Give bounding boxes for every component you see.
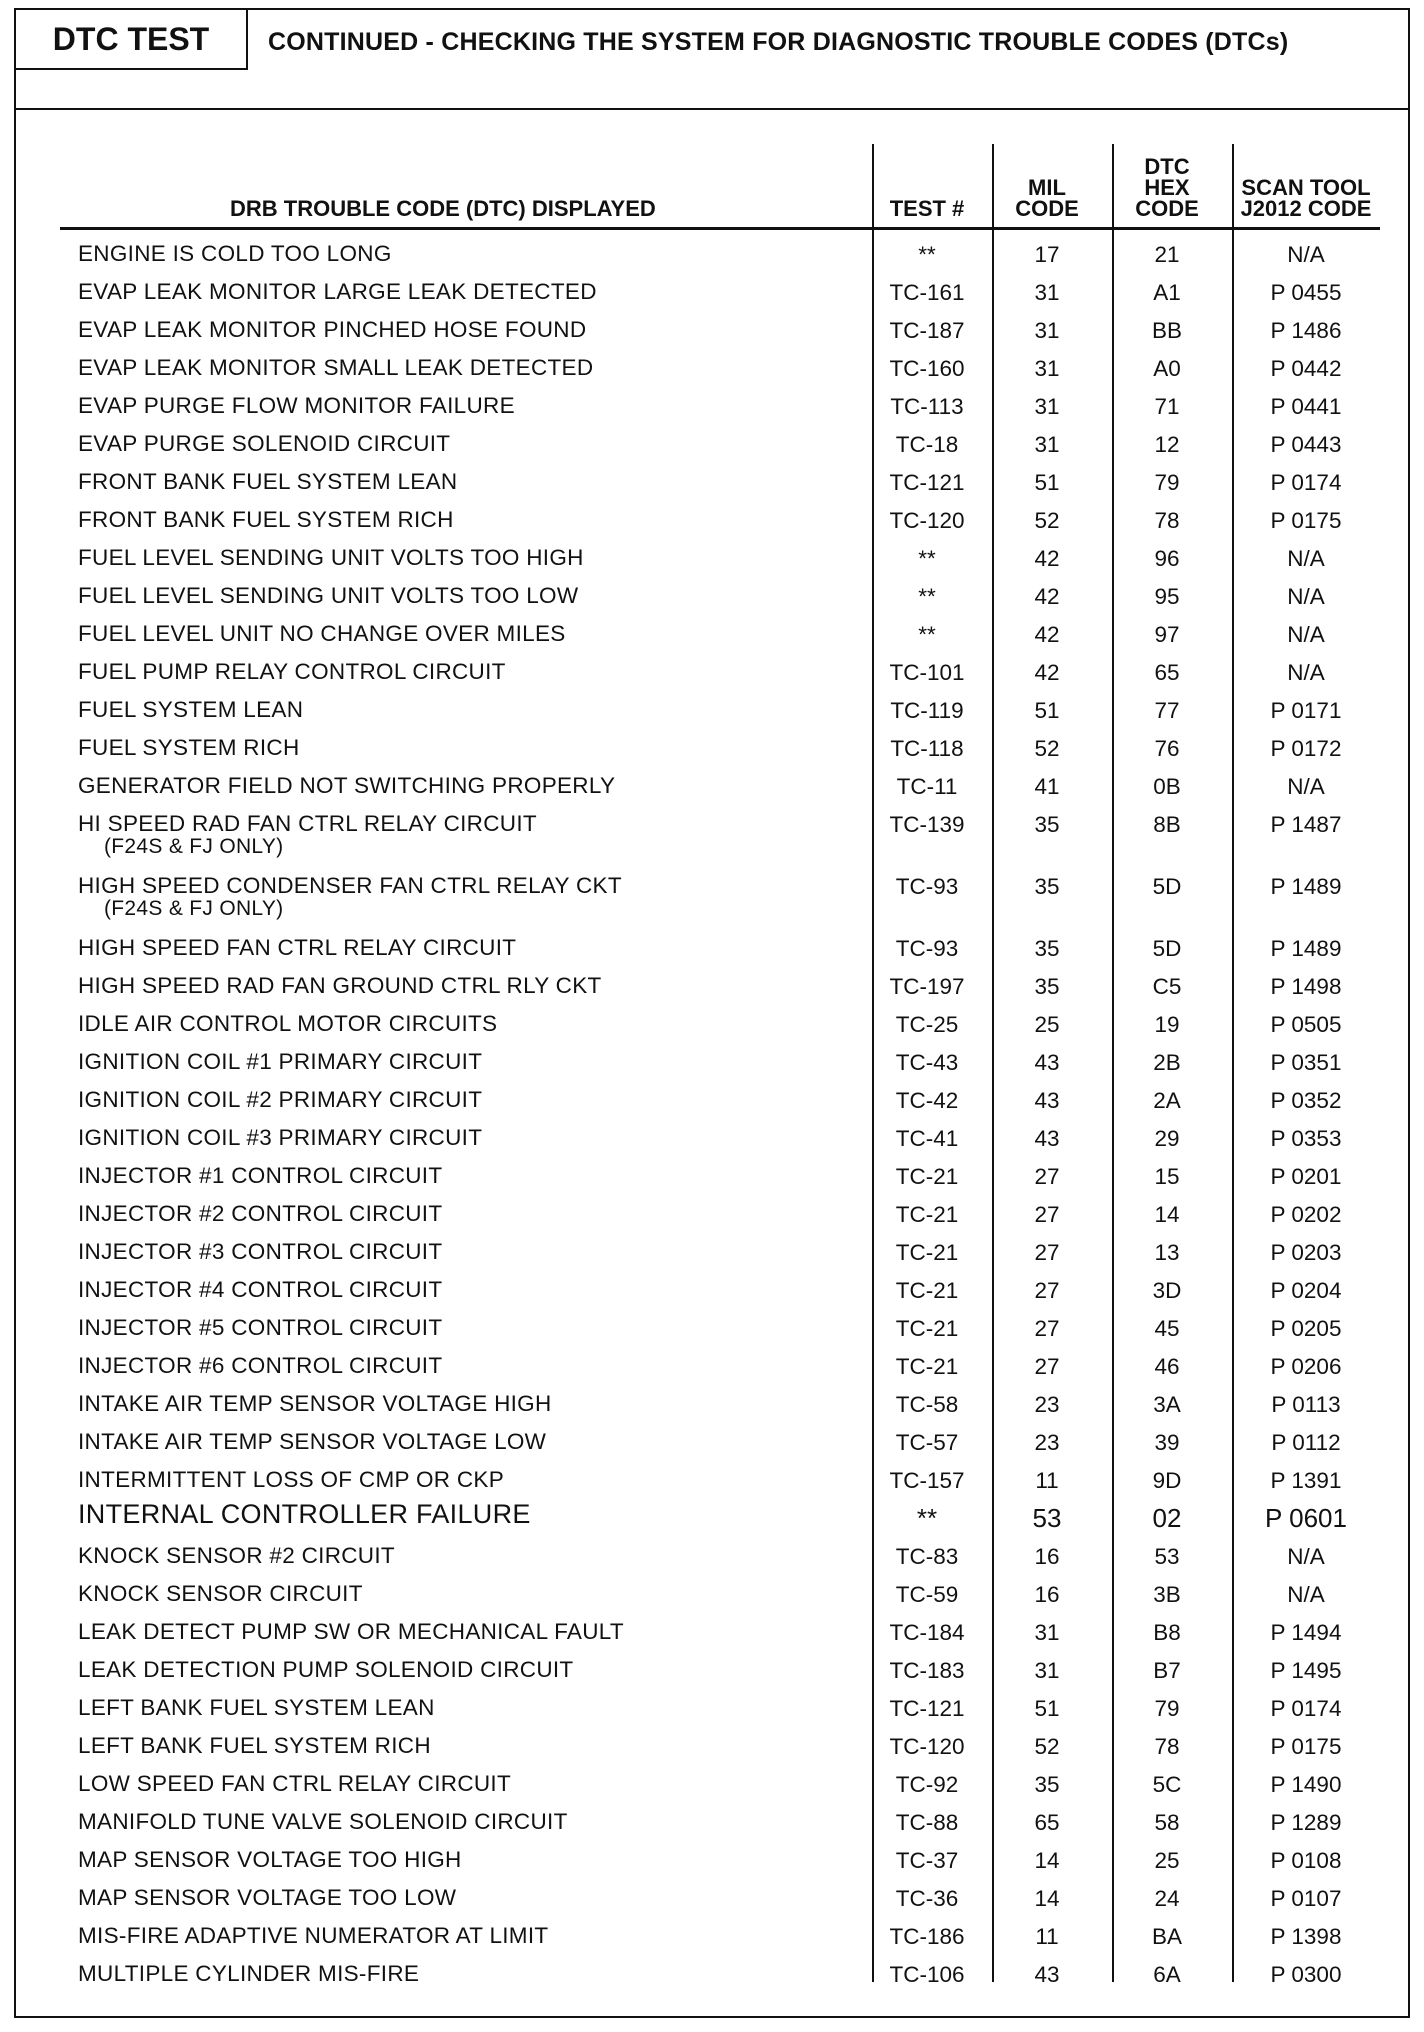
table-row — [60, 1082, 1380, 1120]
dtc-description: MAP SENSOR VOLTAGE TOO LOW — [78, 1885, 457, 1910]
hex-code: 02 — [1152, 1503, 1182, 1533]
table-row — [60, 1424, 1380, 1462]
hex-code: 77 — [1154, 698, 1180, 723]
table-row — [60, 1918, 1380, 1956]
scan-tool-code: N/A — [1287, 242, 1325, 267]
scan-tool-code: P 1498 — [1270, 974, 1342, 999]
mil-code: 14 — [1034, 1848, 1060, 1873]
test-number: TC-58 — [895, 1392, 959, 1417]
scan-tool-code: P 0108 — [1270, 1848, 1342, 1873]
dtc-description: INTAKE AIR TEMP SENSOR VOLTAGE HIGH — [78, 1391, 552, 1416]
page-frame — [14, 8, 1410, 2018]
test-number: TC-93 — [895, 936, 959, 961]
mil-code: 52 — [1034, 736, 1060, 761]
test-number: TC-83 — [895, 1544, 959, 1569]
mil-code: 27 — [1034, 1202, 1060, 1227]
scan-tool-code: P 1494 — [1270, 1620, 1342, 1645]
dtc-description: EVAP LEAK MONITOR PINCHED HOSE FOUND — [78, 317, 587, 342]
hex-code: 65 — [1154, 660, 1180, 685]
mil-code: 35 — [1034, 974, 1060, 999]
mil-code: 35 — [1034, 936, 1060, 961]
hex-code: 78 — [1154, 1734, 1180, 1759]
mil-code: 41 — [1034, 774, 1060, 799]
hex-code: 2B — [1153, 1050, 1181, 1075]
test-number: TC-42 — [895, 1088, 959, 1113]
dtc-description: MAP SENSOR VOLTAGE TOO HIGH — [78, 1847, 462, 1872]
column-header-hex: DTC HEX CODE — [1135, 154, 1199, 221]
hex-code: 5D — [1152, 874, 1182, 899]
hex-code: C5 — [1152, 974, 1182, 999]
dtc-description: GENERATOR FIELD NOT SWITCHING PROPERLY — [78, 773, 616, 798]
dtc-description: INTERMITTENT LOSS OF CMP OR CKP — [78, 1467, 505, 1492]
mil-code: 27 — [1034, 1354, 1060, 1379]
dtc-description: FRONT BANK FUEL SYSTEM RICH — [78, 507, 454, 532]
scan-tool-code: N/A — [1287, 1582, 1325, 1607]
scan-tool-code: N/A — [1287, 774, 1325, 799]
scan-tool-code: P 1391 — [1270, 1468, 1342, 1493]
hex-code: 3A — [1153, 1392, 1181, 1417]
column-header-test: TEST # — [889, 196, 965, 221]
dtc-description: INJECTOR #4 CONTROL CIRCUIT — [78, 1277, 443, 1302]
hex-code: 29 — [1154, 1126, 1180, 1151]
table-row — [60, 1500, 1380, 1538]
column-divider — [872, 144, 874, 1982]
scan-tool-code: P 0205 — [1270, 1316, 1342, 1341]
hex-code: 2A — [1153, 1088, 1181, 1113]
test-number: TC-93 — [895, 874, 959, 899]
scan-tool-code: N/A — [1287, 622, 1325, 647]
table-row — [60, 350, 1380, 388]
mil-code: 51 — [1034, 470, 1060, 495]
dtc-description: MULTIPLE CYLINDER MIS-FIRE — [78, 1961, 420, 1986]
scan-tool-code: P 1289 — [1270, 1810, 1342, 1835]
dtc-description: INJECTOR #1 CONTROL CIRCUIT — [78, 1163, 443, 1188]
dtc-description: KNOCK SENSOR #2 CIRCUIT — [78, 1543, 395, 1568]
table-row — [60, 1766, 1380, 1804]
scan-tool-code: P 0352 — [1270, 1088, 1342, 1113]
column-divider — [992, 144, 994, 1982]
table-row — [60, 654, 1380, 692]
test-number: TC-25 — [895, 1012, 959, 1037]
table-row — [60, 1576, 1380, 1614]
table-row — [60, 730, 1380, 768]
dtc-description: FUEL PUMP RELAY CONTROL CIRCUIT — [78, 659, 506, 684]
hex-code: 6A — [1153, 1962, 1181, 1987]
dtc-description: MIS-FIRE ADAPTIVE NUMERATOR AT LIMIT — [78, 1923, 549, 1948]
table-row — [60, 1196, 1380, 1234]
hex-code: BA — [1151, 1924, 1182, 1949]
test-number: TC-157 — [889, 1468, 965, 1493]
hex-code: B7 — [1153, 1658, 1181, 1683]
mil-code: 16 — [1034, 1544, 1060, 1569]
dtc-description: HIGH SPEED FAN CTRL RELAY CIRCUIT — [78, 935, 517, 960]
dtc-test-badge: DTC TEST — [16, 10, 248, 70]
mil-code: 27 — [1034, 1240, 1060, 1265]
test-number: TC-11 — [896, 774, 958, 799]
column-header-mil: MIL CODE — [1015, 175, 1079, 221]
dtc-table — [60, 138, 1380, 1994]
table-header — [60, 138, 1380, 230]
test-number: TC-21 — [895, 1202, 959, 1227]
scan-tool-code: P 0455 — [1270, 280, 1342, 305]
scan-tool-code: P 0505 — [1270, 1012, 1342, 1037]
dtc-description: IGNITION COIL #2 PRIMARY CIRCUIT — [78, 1087, 483, 1112]
mil-code: 42 — [1034, 622, 1060, 647]
column-header-scan: SCAN TOOL J2012 CODE — [1240, 175, 1372, 221]
test-number: TC-184 — [889, 1620, 965, 1645]
hex-code: 3B — [1153, 1582, 1181, 1607]
scan-tool-code: P 0172 — [1270, 736, 1342, 761]
scan-tool-code: P 0174 — [1270, 1696, 1342, 1721]
table-row — [60, 312, 1380, 350]
mil-code: 53 — [1032, 1503, 1062, 1533]
page-title: CONTINUED - CHECKING THE SYSTEM FOR DIAGNOSTIC TROUBLE CODES (DTCs) — [268, 28, 1289, 56]
mil-code: 31 — [1034, 1658, 1060, 1683]
test-number: TC-118 — [890, 736, 964, 761]
dtc-description: INJECTOR #6 CONTROL CIRCUIT — [78, 1353, 443, 1378]
scan-tool-code: P 1398 — [1270, 1924, 1342, 1949]
dtc-description: FUEL SYSTEM RICH — [78, 735, 300, 760]
hex-code: 13 — [1154, 1240, 1180, 1265]
test-number: ** — [918, 546, 936, 571]
scan-tool-code: P 0113 — [1271, 1392, 1341, 1417]
mil-code: 51 — [1034, 1696, 1060, 1721]
dtc-description: INTERNAL CONTROLLER FAILURE — [78, 1499, 531, 1529]
table-row — [60, 930, 1380, 968]
hex-code: BB — [1151, 318, 1182, 343]
mil-code: 31 — [1034, 1620, 1060, 1645]
table-row — [60, 1462, 1380, 1500]
dtc-description: INJECTOR #3 CONTROL CIRCUIT — [78, 1239, 443, 1264]
hex-code: 39 — [1154, 1430, 1180, 1455]
mil-code: 27 — [1034, 1164, 1060, 1189]
dtc-description: HI SPEED RAD FAN CTRL RELAY CIRCUIT (F24S & FJ ONLY) — [78, 811, 537, 858]
mil-code: 43 — [1034, 1050, 1060, 1075]
scan-tool-code: P 1487 — [1270, 812, 1342, 837]
mil-code: 35 — [1034, 812, 1060, 837]
table-row — [60, 1348, 1380, 1386]
hex-code: 45 — [1154, 1316, 1180, 1341]
page-header — [16, 10, 1408, 110]
table-row — [60, 274, 1380, 312]
test-number: TC-57 — [895, 1430, 959, 1455]
scan-tool-code: P 1489 — [1270, 874, 1342, 899]
table-row — [60, 1272, 1380, 1310]
scan-tool-code: P 1490 — [1270, 1772, 1342, 1797]
table-row — [60, 616, 1380, 654]
scan-tool-code: P 0112 — [1271, 1430, 1341, 1455]
mil-code: 11 — [1035, 1468, 1059, 1493]
mil-code: 43 — [1034, 1088, 1060, 1113]
hex-code: 19 — [1154, 1012, 1180, 1037]
test-number: TC-88 — [895, 1810, 959, 1835]
hex-code: 58 — [1154, 1810, 1180, 1835]
dtc-description: INJECTOR #5 CONTROL CIRCUIT — [78, 1315, 443, 1340]
dtc-description: KNOCK SENSOR CIRCUIT — [78, 1581, 363, 1606]
scan-tool-code: P 0204 — [1270, 1278, 1342, 1303]
dtc-description: FUEL LEVEL SENDING UNIT VOLTS TOO LOW — [78, 583, 579, 608]
mil-code: 25 — [1034, 1012, 1060, 1037]
test-number: TC-183 — [889, 1658, 965, 1683]
scan-tool-code: P 1489 — [1270, 936, 1342, 961]
table-row — [60, 1614, 1380, 1652]
table-row — [60, 692, 1380, 730]
hex-code: 78 — [1154, 508, 1180, 533]
hex-code: 53 — [1154, 1544, 1180, 1569]
mil-code: 31 — [1034, 394, 1060, 419]
dtc-description: FUEL SYSTEM LEAN — [78, 697, 304, 722]
scan-tool-code: N/A — [1287, 1544, 1325, 1569]
table-row — [60, 578, 1380, 616]
table-row — [60, 1728, 1380, 1766]
test-number: TC-120 — [889, 1734, 965, 1759]
mil-code: 52 — [1034, 508, 1060, 533]
dtc-description: EVAP LEAK MONITOR LARGE LEAK DETECTED — [78, 279, 597, 304]
dtc-description: FUEL LEVEL UNIT NO CHANGE OVER MILES — [78, 621, 566, 646]
test-number: TC-92 — [895, 1772, 959, 1797]
test-number: TC-197 — [889, 974, 965, 999]
hex-code: A1 — [1153, 280, 1181, 305]
scan-tool-code: P 0206 — [1270, 1354, 1342, 1379]
mil-code: 42 — [1034, 584, 1060, 609]
dtc-description: IGNITION COIL #1 PRIMARY CIRCUIT — [78, 1049, 483, 1074]
scan-tool-code: P 0353 — [1270, 1126, 1342, 1151]
hex-code: 76 — [1154, 736, 1180, 761]
table-row — [60, 1234, 1380, 1272]
table-row — [60, 1956, 1380, 1994]
mil-code: 31 — [1034, 280, 1060, 305]
test-number: TC-21 — [895, 1164, 959, 1189]
hex-code: 5C — [1152, 1772, 1182, 1797]
dtc-description: LEFT BANK FUEL SYSTEM RICH — [78, 1733, 431, 1758]
table-row — [60, 1652, 1380, 1690]
dtc-description: ENGINE IS COLD TOO LONG — [78, 241, 392, 266]
hex-code: 14 — [1154, 1202, 1180, 1227]
table-row — [60, 1310, 1380, 1348]
table-row — [60, 868, 1380, 930]
scan-tool-code: P 0601 — [1265, 1503, 1347, 1533]
scan-tool-code: N/A — [1287, 584, 1325, 609]
dtc-description: LEFT BANK FUEL SYSTEM LEAN — [78, 1695, 435, 1720]
hex-code: 71 — [1154, 394, 1180, 419]
hex-code: 25 — [1154, 1848, 1180, 1873]
scan-tool-code: P 0443 — [1270, 432, 1342, 457]
table-row — [60, 1538, 1380, 1576]
test-number: TC-21 — [895, 1316, 959, 1341]
dtc-description: LEAK DETECTION PUMP SOLENOID CIRCUIT — [78, 1657, 574, 1682]
dtc-description: FRONT BANK FUEL SYSTEM LEAN — [78, 469, 458, 494]
mil-code: 43 — [1034, 1962, 1060, 1987]
table-row — [60, 1880, 1380, 1918]
dtc-description: INJECTOR #2 CONTROL CIRCUIT — [78, 1201, 443, 1226]
table-row — [60, 1158, 1380, 1196]
scan-tool-code: P 0171 — [1270, 698, 1342, 723]
dtc-description: EVAP PURGE SOLENOID CIRCUIT — [78, 431, 451, 456]
test-number: TC-187 — [889, 318, 965, 343]
test-number: TC-106 — [889, 1962, 965, 1987]
hex-code: 21 — [1154, 242, 1180, 267]
scan-tool-code: P 1495 — [1270, 1658, 1342, 1683]
hex-code: 3D — [1152, 1278, 1182, 1303]
scan-tool-code: P 0351 — [1270, 1050, 1342, 1075]
hex-code: 8B — [1153, 812, 1181, 837]
hex-code: 96 — [1154, 546, 1180, 571]
test-number: TC-21 — [895, 1240, 959, 1265]
mil-code: 42 — [1034, 546, 1060, 571]
test-number: TC-37 — [895, 1848, 959, 1873]
mil-code: 31 — [1034, 432, 1060, 457]
table-row — [60, 426, 1380, 464]
table-row — [60, 236, 1380, 274]
table-row — [60, 1006, 1380, 1044]
mil-code: 23 — [1034, 1392, 1060, 1417]
column-divider — [1232, 144, 1234, 1982]
test-number: TC-21 — [895, 1354, 959, 1379]
scan-tool-code: P 0201 — [1270, 1164, 1342, 1189]
scan-tool-code: P 0107 — [1270, 1886, 1342, 1911]
test-number: TC-121 — [889, 470, 965, 495]
dtc-description: EVAP PURGE FLOW MONITOR FAILURE — [78, 393, 515, 418]
test-number: TC-18 — [895, 432, 959, 457]
test-number: ** — [916, 1503, 938, 1533]
hex-code: 79 — [1154, 1696, 1180, 1721]
mil-code: 27 — [1034, 1316, 1060, 1341]
scan-tool-code: P 0175 — [1270, 1734, 1342, 1759]
scan-tool-code: P 0441 — [1270, 394, 1342, 419]
test-number: TC-139 — [889, 812, 965, 837]
table-row — [60, 968, 1380, 1006]
mil-code: 23 — [1034, 1430, 1060, 1455]
hex-code: 0B — [1153, 774, 1181, 799]
dtc-description: HIGH SPEED RAD FAN GROUND CTRL RLY CKT — [78, 973, 602, 998]
test-number: TC-121 — [889, 1696, 965, 1721]
table-row — [60, 388, 1380, 426]
table-row — [60, 1690, 1380, 1728]
hex-code: A0 — [1153, 356, 1181, 381]
table-row — [60, 540, 1380, 578]
test-number: TC-43 — [895, 1050, 959, 1075]
mil-code: 42 — [1034, 660, 1060, 685]
dtc-description: EVAP LEAK MONITOR SMALL LEAK DETECTED — [78, 355, 594, 380]
test-number: ** — [918, 242, 936, 267]
mil-code: 17 — [1034, 242, 1060, 267]
hex-code: B8 — [1153, 1620, 1181, 1645]
test-number: TC-101 — [889, 660, 965, 685]
hex-code: 12 — [1154, 432, 1180, 457]
column-divider — [1112, 144, 1114, 1982]
dtc-description: FUEL LEVEL SENDING UNIT VOLTS TOO HIGH — [78, 545, 584, 570]
mil-code: 51 — [1034, 698, 1060, 723]
mil-code: 16 — [1034, 1582, 1060, 1607]
mil-code: 14 — [1034, 1886, 1060, 1911]
test-number: TC-113 — [890, 394, 964, 419]
hex-code: 46 — [1154, 1354, 1180, 1379]
test-number: TC-161 — [889, 280, 965, 305]
table-row — [60, 1804, 1380, 1842]
test-number: ** — [918, 584, 936, 609]
scan-tool-code: P 1486 — [1270, 318, 1342, 343]
dtc-description: HIGH SPEED CONDENSER FAN CTRL RELAY CKT (F24S & FJ ONLY) — [78, 873, 622, 920]
dtc-description: IDLE AIR CONTROL MOTOR CIRCUITS — [78, 1011, 498, 1036]
hex-code: 9D — [1152, 1468, 1182, 1493]
dtc-description: LEAK DETECT PUMP SW OR MECHANICAL FAULT — [78, 1619, 624, 1644]
column-header-desc: DRB TROUBLE CODE (DTC) DISPLAYED — [230, 196, 656, 221]
scan-tool-code: N/A — [1287, 546, 1325, 571]
mil-code: 35 — [1034, 874, 1060, 899]
hex-code: 5D — [1152, 936, 1182, 961]
test-number: TC-21 — [895, 1278, 959, 1303]
scan-tool-code: P 0175 — [1270, 508, 1342, 533]
dtc-description: IGNITION COIL #3 PRIMARY CIRCUIT — [78, 1125, 483, 1150]
table-row — [60, 1120, 1380, 1158]
test-number: TC-120 — [889, 508, 965, 533]
scan-tool-code: P 0442 — [1270, 356, 1342, 381]
scan-tool-code: P 0203 — [1270, 1240, 1342, 1265]
mil-code: 31 — [1034, 356, 1060, 381]
test-number: TC-119 — [890, 698, 964, 723]
mil-code: 65 — [1034, 1810, 1060, 1835]
table-row — [60, 1386, 1380, 1424]
hex-code: 97 — [1154, 622, 1180, 647]
scan-tool-code: P 0174 — [1270, 470, 1342, 495]
hex-code: 24 — [1154, 1886, 1180, 1911]
dtc-description: INTAKE AIR TEMP SENSOR VOLTAGE LOW — [78, 1429, 547, 1454]
test-number: TC-59 — [895, 1582, 959, 1607]
mil-code: 43 — [1034, 1126, 1060, 1151]
test-number: TC-36 — [895, 1886, 959, 1911]
mil-code: 11 — [1035, 1924, 1059, 1949]
test-number: TC-186 — [889, 1924, 965, 1949]
scan-tool-code: N/A — [1287, 660, 1325, 685]
hex-code: 95 — [1154, 584, 1180, 609]
dtc-description: MANIFOLD TUNE VALVE SOLENOID CIRCUIT — [78, 1809, 568, 1834]
test-number: ** — [918, 622, 936, 647]
table-row — [60, 464, 1380, 502]
dtc-description: LOW SPEED FAN CTRL RELAY CIRCUIT — [78, 1771, 512, 1796]
mil-code: 35 — [1034, 1772, 1060, 1797]
hex-code: 15 — [1154, 1164, 1180, 1189]
table-body — [60, 230, 1380, 1994]
table-row — [60, 806, 1380, 868]
table-row — [60, 1044, 1380, 1082]
scan-tool-code: P 0202 — [1270, 1202, 1342, 1227]
mil-code: 52 — [1034, 1734, 1060, 1759]
test-number: TC-41 — [895, 1126, 959, 1151]
scan-tool-code: P 0300 — [1270, 1962, 1342, 1987]
test-number: TC-160 — [889, 356, 965, 381]
table-row — [60, 502, 1380, 540]
table-row — [60, 1842, 1380, 1880]
mil-code: 27 — [1034, 1278, 1060, 1303]
table-row — [60, 768, 1380, 806]
mil-code: 31 — [1034, 318, 1060, 343]
hex-code: 79 — [1154, 470, 1180, 495]
